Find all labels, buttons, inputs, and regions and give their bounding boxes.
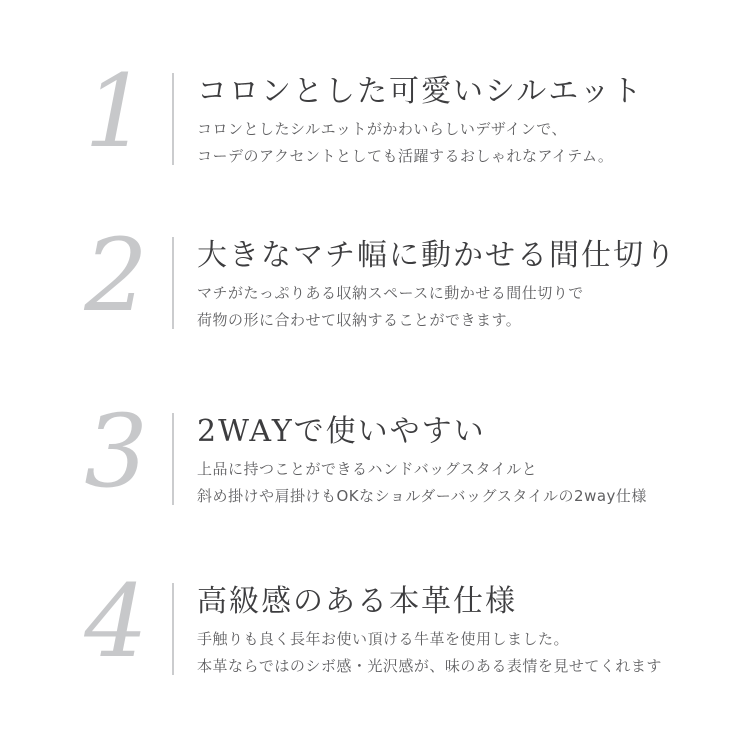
description-line: コロンとしたシルエットがかわいらしいデザインで、 [197, 120, 567, 138]
description-line: 本革ならではのシボ感・光沢感が、味のある表情を見せてくれます [197, 657, 662, 675]
description-line: マチがたっぷりある収納スペースに動かせる間仕切りで [197, 284, 584, 302]
feature-content [174, 237, 677, 334]
feature-heading: 高級感のある本革仕様 [197, 584, 517, 619]
description-line: コーデのアクセントとしても活躍するおしゃれなアイテム。 [197, 147, 614, 165]
feature-description [197, 116, 644, 170]
feature-number-1: 1 [84, 53, 148, 170]
feature-description [197, 456, 647, 510]
description-line: 上品に持つことができるハンドバッグスタイルと [197, 460, 538, 478]
feature-section-1 [60, 53, 644, 170]
description-line: 手触りも良く長年お使い頂ける牛革を使用しました。 [197, 630, 570, 648]
description-line: 荷物の形に合わせて収納することができます。 [197, 311, 522, 329]
feature-content [174, 583, 662, 680]
feature-number-4: 4 [84, 563, 148, 680]
feature-description [197, 626, 662, 680]
feature-content [174, 73, 644, 170]
feature-number-2: 2 [84, 217, 148, 334]
description-line: 斜め掛けや肩掛けもOKなショルダーバッグスタイルの2way仕様 [197, 487, 647, 505]
feature-section-3 [60, 393, 647, 510]
feature-section-2 [60, 217, 677, 334]
feature-section-4 [60, 563, 662, 680]
feature-heading: 2WAYで使いやすい [197, 414, 486, 449]
feature-content [174, 413, 647, 510]
feature-heading: コロンとした可愛いシルエット [197, 74, 644, 109]
feature-description [197, 280, 677, 334]
feature-heading: 大きなマチ幅に動かせる間仕切り [197, 238, 677, 273]
feature-number-3: 3 [84, 393, 148, 510]
